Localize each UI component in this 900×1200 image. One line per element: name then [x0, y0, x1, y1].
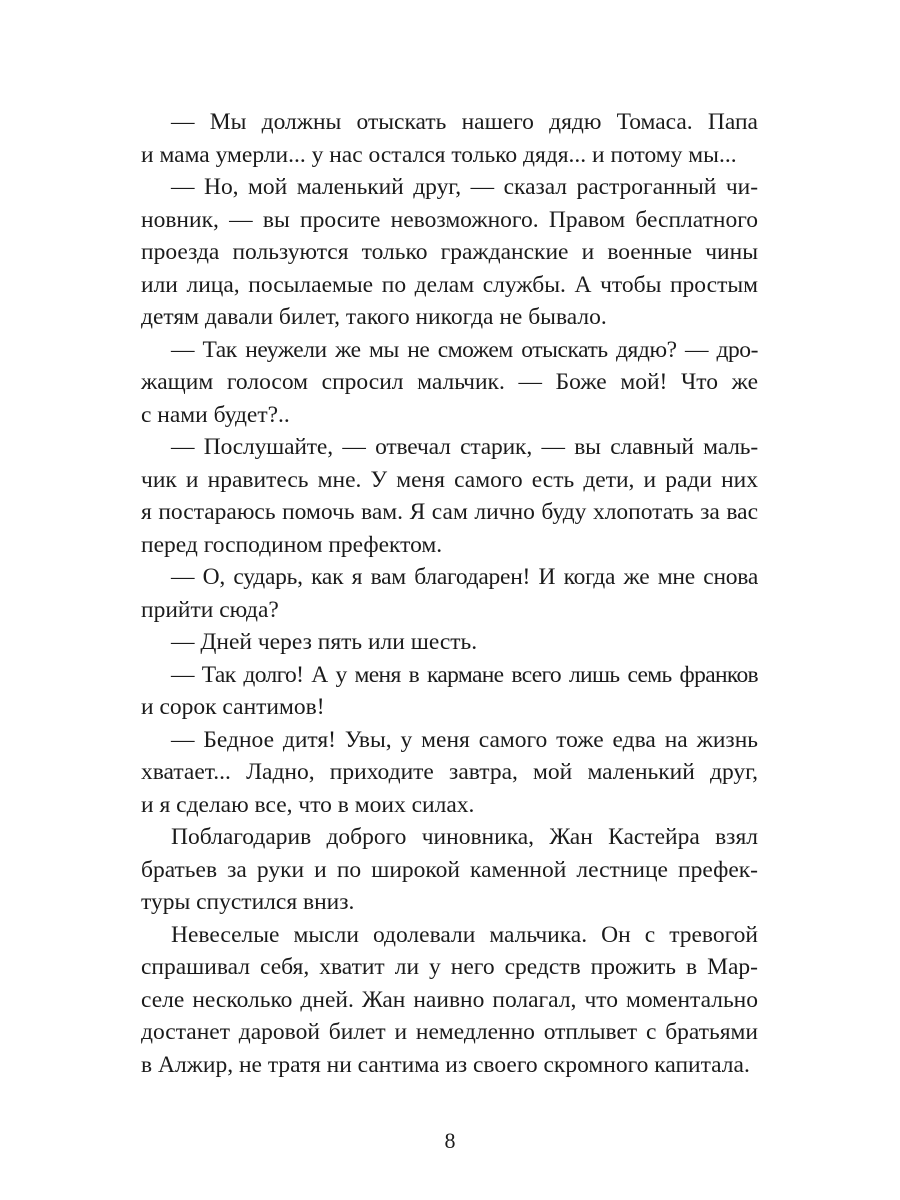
text-line: хватает... Ладно, приходите завтра, мой маленький друг,: [141, 759, 758, 785]
text-line: чик и нравитесь мне. У меня самого есть дети, и ради них: [141, 466, 758, 493]
text-line: спрашивал себя, хватит ли у него средств прожить в Мар-: [141, 954, 758, 980]
text-line: проезда пользуются только гражданские и военные чины: [141, 239, 758, 265]
paragraph: [141, 431, 758, 561]
paragraph: [141, 171, 758, 334]
paragraph: [141, 561, 758, 626]
text-line: братьев за руки и по широкой каменной лестнице префек-: [141, 856, 758, 883]
text-line: или лица, посылаемые по делам службы. А чтобы простым: [141, 271, 758, 298]
text-line: и я сделаю все, что в моих силах.: [141, 791, 475, 818]
text-line: новник, — вы просите невозможного. Правом бесплатного: [141, 206, 758, 233]
text-line: я постараюсь помочь вам. Я сам лично буду хлопотать за вас: [141, 499, 758, 525]
text-line: — Но, мой маленький друг, — сказал растроганный чи-: [171, 174, 758, 200]
text-line: перед господином префектом.: [141, 531, 443, 558]
text-line: — Так долго! А у меня в кармане всего лишь семь франков: [171, 661, 758, 688]
paragraph: [141, 724, 758, 822]
text-line: прийти сюда?: [141, 596, 279, 623]
text-line: с нами будет?..: [141, 401, 290, 428]
text-line: — Послушайте, — отвечал старик, — вы славный маль-: [171, 434, 758, 460]
paragraph: [141, 821, 758, 919]
text-line: Поблагодарив доброго чиновника, Жан Кастейра взял: [171, 824, 758, 850]
text-line: и сорок сантимов!: [141, 694, 325, 720]
text-line: детям давали билет, такого никогда не бывало.: [141, 304, 607, 330]
paragraph: [141, 334, 758, 432]
paragraph: [141, 659, 758, 724]
paragraph: [141, 919, 758, 1082]
text-line: — Бедное дитя! Увы, у меня самого тоже едва на жизнь: [171, 726, 758, 753]
text-line: достанет даровой билет и немедленно отплывет с братьями: [141, 1019, 758, 1045]
text-line: и мама умерли... у нас остался только дядя... и потому мы...: [141, 141, 737, 168]
text-line: — О, сударь, как я вам благодарен! И когда же мне снова: [171, 564, 758, 590]
text-line: Невеселые мысли одолевали мальчика. Он с тревогой: [171, 921, 758, 948]
text-line: — Так неужели же мы не сможем отыскать дядю? — дро-: [171, 336, 758, 363]
text-line: в Алжир, не тратя ни сантима из своего скромного капитала.: [141, 1051, 750, 1078]
text-line: — Дней через пять или шесть.: [171, 629, 478, 655]
paragraph: [141, 106, 758, 171]
page-number: 8: [444, 1128, 456, 1153]
paragraph: [141, 626, 758, 659]
page-body-text: [141, 106, 758, 1081]
text-line: — Мы должны отыскать нашего дядю Томаса. Папа: [171, 109, 758, 135]
text-line: туры спустился вниз.: [141, 889, 355, 915]
text-line: жащим голосом спросил мальчик. — Боже мой! Что же: [141, 369, 758, 395]
text-line: селе несколько дней. Жан наивно полагал, что моментально: [141, 986, 758, 1013]
